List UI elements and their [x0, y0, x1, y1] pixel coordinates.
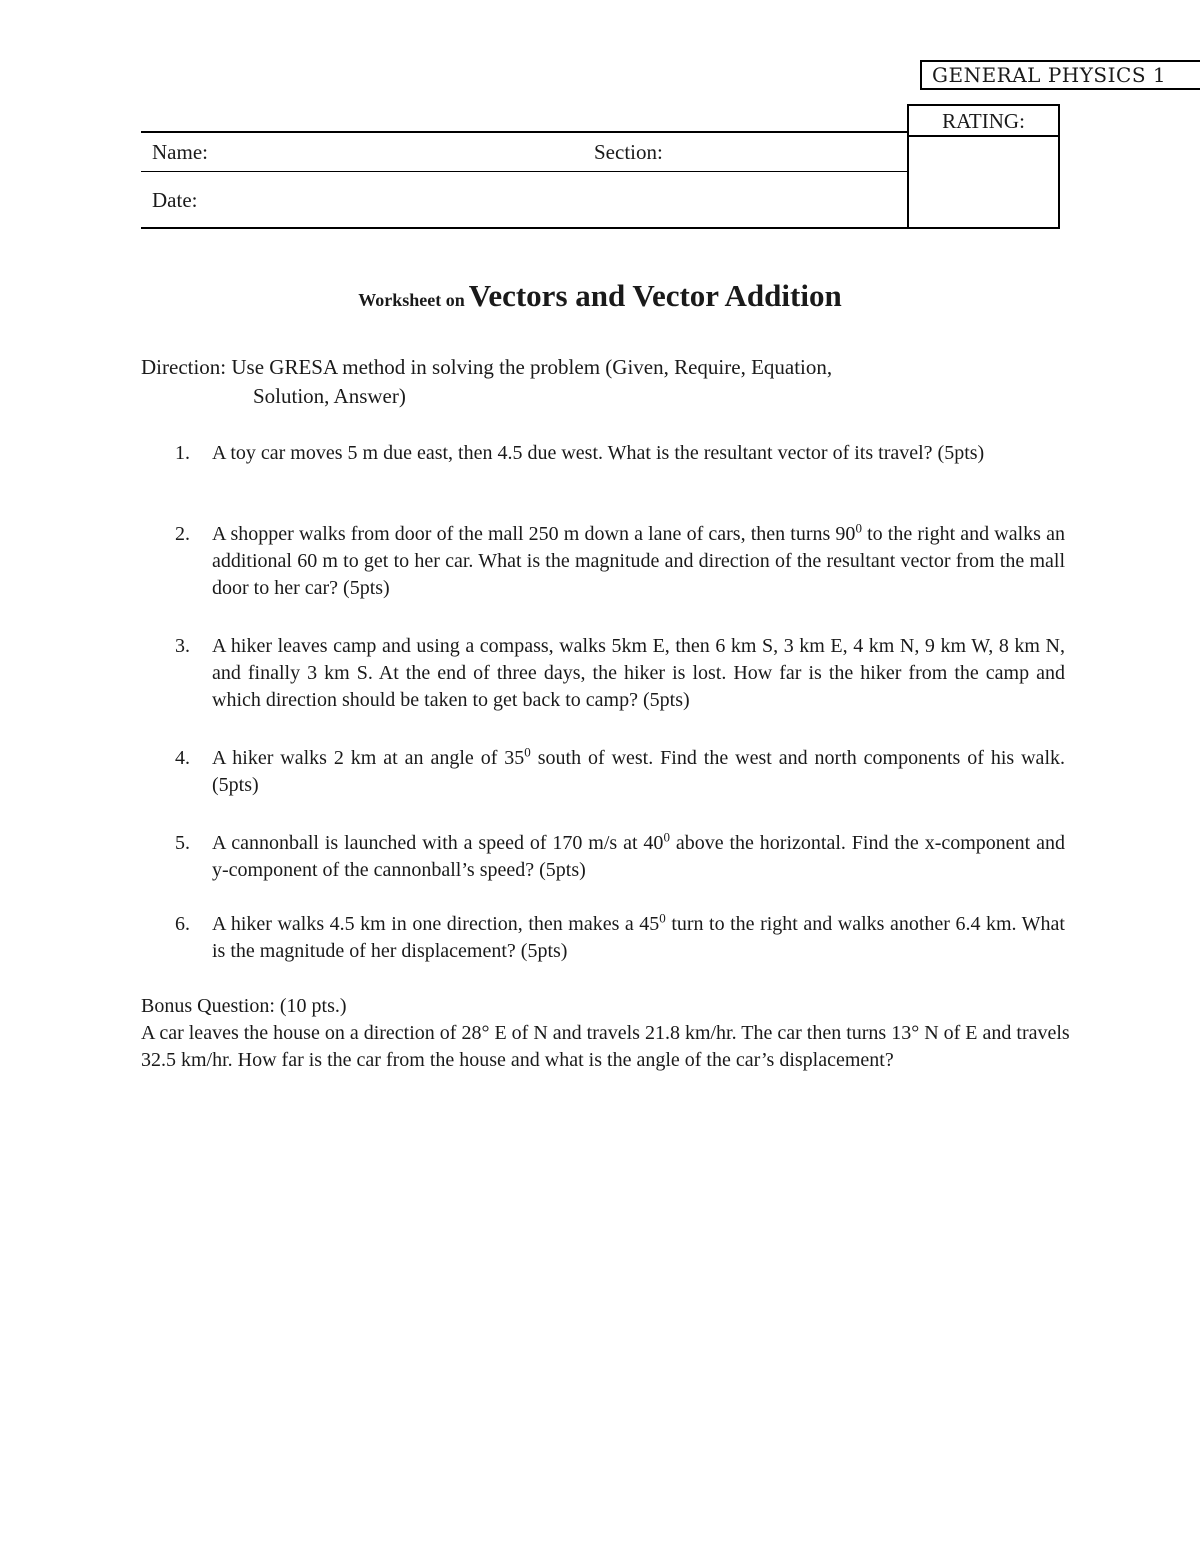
name-label: Name: [152, 140, 208, 164]
bonus-heading: Bonus Question: (10 pts.) [141, 995, 347, 1017]
question-3 [175, 633, 1065, 714]
question-text-part: A hiker walks 4.5 km in one direction, then makes a 45 [212, 913, 660, 935]
question-text [212, 911, 1065, 965]
question-text-part: A shopper walks from door of the mall 250 m down a lane of cars, then turns 90 [212, 523, 856, 545]
degree-superscript: 0 [663, 829, 670, 845]
question-number: 5. [175, 832, 190, 854]
direction-line-2: Solution, Answer) [253, 384, 406, 408]
rating-box [907, 104, 1060, 229]
degree-superscript: 0 [524, 744, 531, 760]
question-text-part: to the right and walks an additional 60 m to get to her car. What is the magnitude and direction of the resultant vector from the mall door to her car? (5pts) [212, 523, 1065, 599]
question-number: 2. [175, 523, 190, 545]
direction-line-1: Direction: Use GRESA method in solving the problem (Given, Require, Equation, [141, 355, 833, 379]
question-number: 4. [175, 747, 190, 769]
question-2 [175, 521, 1065, 602]
question-number: 6. [175, 913, 190, 935]
rating-label: RATING: [909, 106, 1058, 137]
course-badge: GENERAL PHYSICS 1 [920, 60, 1200, 90]
degree-superscript: 0 [659, 910, 666, 926]
header-bottom-rule [141, 227, 1060, 229]
question-text [212, 830, 1065, 884]
header-top-rule [141, 131, 909, 133]
question-6 [175, 911, 1065, 965]
question-text-part: A hiker walks 2 km at an angle of 35 [212, 747, 525, 769]
direction-text [141, 353, 832, 411]
bonus-text: A car leaves the house on a direction of 28° E of N and travels 21.8 km/hr. The car then turns 13° N of E and travels 32.5 km/hr. How far is the car from the house and what is the angle of the car’s displacement? [141, 1022, 1070, 1071]
question-4 [175, 745, 1065, 799]
question-text [212, 521, 1065, 602]
degree-superscript: 0 [855, 520, 862, 536]
question-text [212, 745, 1065, 799]
question-number: 1. [175, 442, 190, 464]
question-1 [175, 440, 1065, 467]
question-5 [175, 830, 1065, 884]
worksheet-title [0, 278, 1200, 314]
title-prefix: Worksheet on [358, 290, 465, 310]
question-text-part: A cannonball is launched with a speed of 170 m/s at 40 [212, 832, 664, 854]
question-text: A toy car moves 5 m due east, then 4.5 due west. What is the resultant vector of its travel? (5pts) [212, 442, 985, 464]
date-label: Date: [152, 188, 198, 212]
title-main: Vectors and Vector Addition [468, 278, 842, 313]
bonus-question [141, 993, 1071, 1074]
question-text-part: above the horizontal. Find the x-component and y-component of the cannonball’s speed? (5pts) [212, 832, 1065, 881]
section-label: Section: [594, 140, 663, 164]
header-middle-rule [141, 171, 909, 172]
question-text-part: turn to the right and walks another 6.4 km. What is the magnitude of her displacement? (5pts) [212, 913, 1065, 962]
question-number: 3. [175, 635, 190, 657]
question-text-part: south of west. Find the west and north components of his walk. (5pts) [212, 747, 1065, 796]
question-text: A hiker leaves camp and using a compass, walks 5km E, then 6 km S, 3 km E, 4 km N, 9 km W, 8 km N, and finally 3 km S. At the end of three days, the hiker is lost. How far is the hiker from the camp and which direction should be taken to get back to camp? (5pts) [212, 635, 1065, 711]
